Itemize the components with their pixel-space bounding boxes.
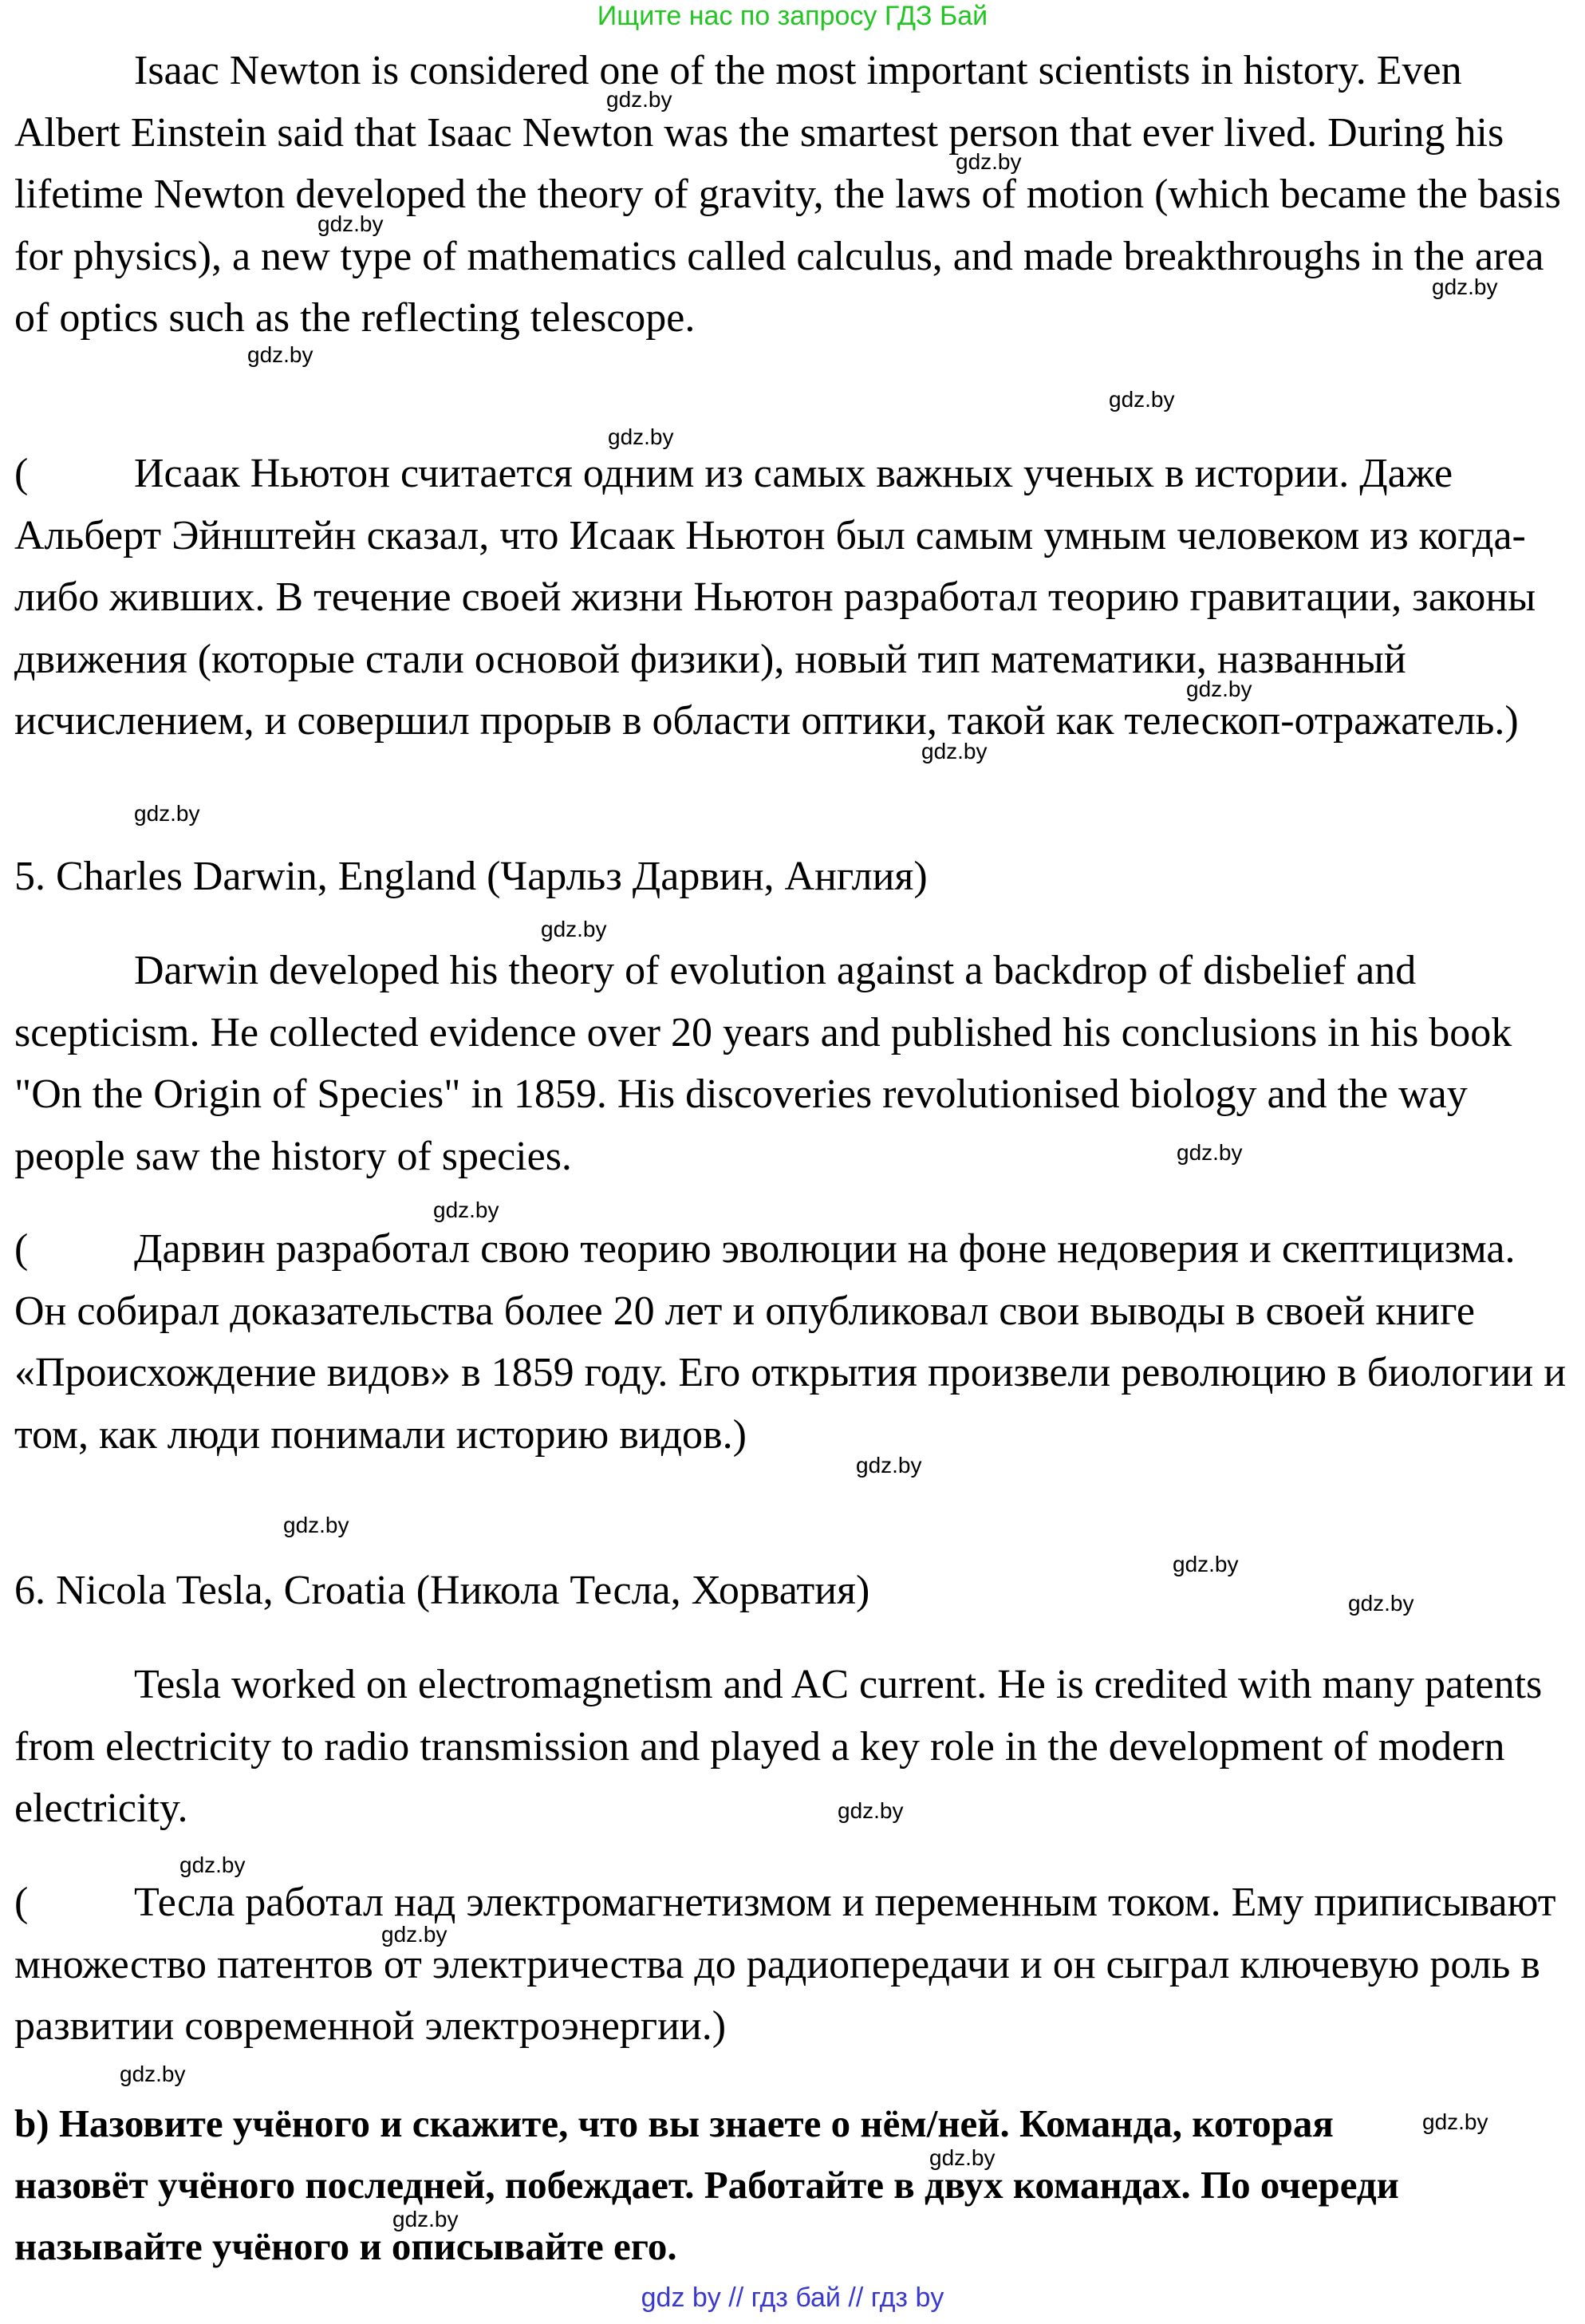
watermark: gdz.by bbox=[1186, 677, 1252, 701]
watermark: gdz.by bbox=[1432, 274, 1498, 299]
opening-parenthesis: ( bbox=[14, 1226, 29, 1272]
opening-parenthesis: ( bbox=[14, 1880, 29, 1925]
watermark: gdz.by bbox=[179, 1852, 246, 1877]
watermark: gdz.by bbox=[838, 1798, 904, 1823]
watermark: gdz.by bbox=[1173, 1552, 1239, 1576]
watermark: gdz.by bbox=[1422, 2109, 1488, 2134]
watermark: gdz.by bbox=[283, 1513, 349, 1537]
tesla-russian-text: Тесла работал над электромагнетизмом и переменным током. Ему приписывают множество патентов от электричества до радиопередачи и он сыграл ключевую роль в развитии современной электроэнергии.) bbox=[14, 1880, 1556, 2049]
watermark: gdz.by bbox=[392, 2207, 459, 2231]
watermark: gdz.by bbox=[608, 424, 674, 449]
tesla-heading: 6. Nicola Tesla, Croatia (Никола Тесла, Хорватия) bbox=[14, 1568, 870, 1613]
header-banner: Ищите нас по запросу ГДЗ Бай bbox=[597, 1, 988, 31]
watermark: gdz.by bbox=[134, 801, 200, 826]
tesla-russian-paragraph bbox=[14, 1872, 1570, 2058]
darwin-heading: 5. Charles Darwin, England (Чарльз Дарвин, Англия) bbox=[14, 854, 928, 899]
watermark: gdz.by bbox=[1109, 387, 1175, 412]
darwin-russian-paragraph bbox=[14, 1218, 1570, 1466]
watermark: gdz.by bbox=[317, 211, 384, 236]
watermark: gdz.by bbox=[956, 149, 1022, 174]
task-b-instruction: b) Назовите учёного и скажите, что вы знаете о нём/ней. Команда, которая назовёт учёного последней, побеждает. Работайте в двух командах. По очереди называйте учёного и описывайте его. bbox=[14, 2101, 1399, 2268]
watermark: gdz.by bbox=[541, 917, 607, 941]
newton-russian-text: Исаак Ньютон считается одним из самых важных ученых в истории. Даже Альберт Эйнштейн сказал, что Исаак Ньютон был самым умным человеком из когда-либо живших. В течение своей жизни Ньютон разработал теорию гравитации, законы движения (которые стали основой физики), новый тип математики, названный исчислением, и совершил прорыв в области оптики, такой как телескоп-отражатель.) bbox=[14, 451, 1536, 744]
watermark: gdz.by bbox=[921, 739, 988, 763]
watermark: gdz.by bbox=[433, 1198, 499, 1222]
tesla-english-paragraph: Tesla worked on electromagnetism and AC current. He is credited with many patents from electricity to radio transmission and played a key role in the development of modern electricity. bbox=[14, 1662, 1543, 1831]
newton-english-paragraph: Isaac Newton is considered one of the most important scientists in history. Even Albert Einstein said that Isaac Newton was the smartest person that ever lived. During his lifetime Newton developed the theory of gravity, the laws of motion (which became the basis for physics), a new type of mathematics called calculus, and made breakthroughs in the area of optics such as the reflecting telescope. bbox=[14, 48, 1561, 341]
watermark: gdz.by bbox=[120, 2062, 186, 2086]
watermark: gdz.by bbox=[1177, 1140, 1243, 1165]
watermark: gdz.by bbox=[856, 1453, 922, 1478]
newton-russian-paragraph bbox=[14, 443, 1570, 752]
opening-parenthesis: ( bbox=[14, 451, 29, 496]
watermark: gdz.by bbox=[606, 87, 672, 112]
darwin-russian-text: Дарвин разработал свою теорию эволюции на фоне недоверия и скептицизма. Он собирал доказательства более 20 лет и опубликовал свои выводы в своей книге «Происхождение видов» в 1859 году. Его открытия произвели революцию в биологии и том, как люди понимали историю видов.) bbox=[14, 1226, 1567, 1458]
darwin-english-paragraph: Darwin developed his theory of evolution against a backdrop of disbelief and scepticism. He collected evidence over 20 years and published his conclusions in his book "On the Origin of Species" in 1859. His discoveries revolutionised biology and the way people saw the history of species. bbox=[14, 948, 1512, 1179]
footer-banner: gdz by // гдз бай // гдз by bbox=[641, 2283, 944, 2313]
watermark: gdz.by bbox=[1348, 1591, 1414, 1616]
watermark: gdz.by bbox=[247, 342, 313, 367]
watermark: gdz.by bbox=[929, 2145, 996, 2170]
watermark: gdz.by bbox=[381, 1922, 448, 1947]
